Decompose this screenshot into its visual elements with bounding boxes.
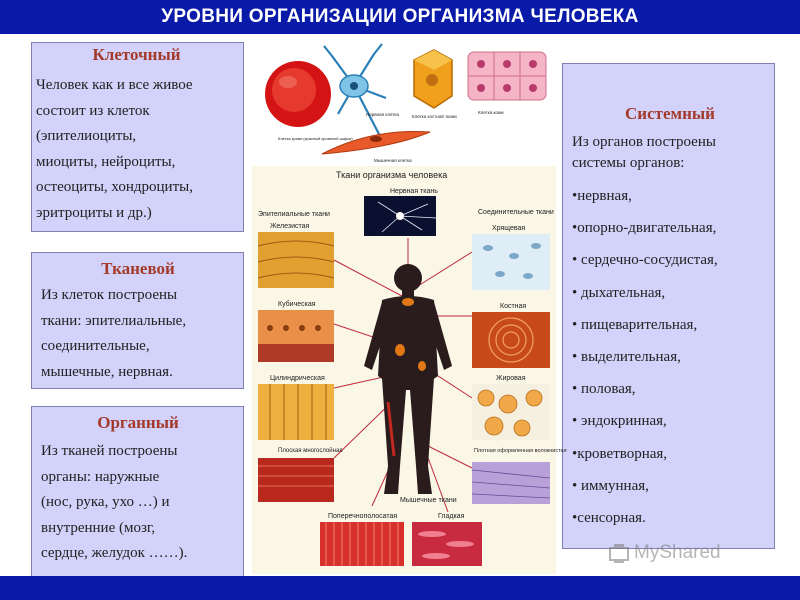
organ-level-line: сердце, желудок ……). (41, 545, 188, 561)
tissue-level-box (31, 252, 244, 389)
dense-tissue-label: Плотная оформленная волокнистая (474, 448, 567, 454)
tissue-level-line: соединительные, (41, 338, 150, 354)
epithelial-label: Эпителиальные ткани (258, 211, 330, 218)
cell-level-box (31, 42, 244, 232)
system-item: • выделительная, (572, 349, 681, 366)
tissue-level-line: Из клеток построены (41, 287, 178, 303)
bottom-bar (0, 576, 800, 600)
tissue-level-line: ткани: эпителиальные, (41, 312, 187, 329)
muscle-tissue-label: Мышечные ткани (400, 497, 457, 504)
blood-cell-image (265, 61, 331, 127)
system-level-heading: Системный (625, 104, 715, 123)
nerve-cell-caption: Нервная клетка (366, 112, 399, 117)
skin-cells-image (468, 52, 546, 100)
system-intro-line: системы органов: (572, 155, 685, 171)
bone-cell-image (414, 50, 452, 108)
bone-tissue-image (472, 312, 550, 368)
organ-level-line: Из тканей построены (41, 443, 178, 459)
connective-label: Соединительные ткани (478, 209, 554, 216)
cubic-label: Кубическая (278, 301, 316, 308)
flat-tissue-image (258, 458, 334, 502)
nerve-cell-nucleus (350, 82, 358, 90)
muscle-cell-caption: Мышечная клетка (374, 158, 412, 163)
cylindrical-label: Цилиндрическая (270, 375, 325, 382)
page-title: УРОВНИ ОРГАНИЗАЦИИ ОРГАНИЗМА ЧЕЛОВЕКА (161, 6, 639, 27)
organ-level-line: органы: наружные (41, 468, 160, 485)
system-level-intro (572, 132, 768, 174)
smooth-label: Гладкая (438, 513, 465, 520)
watermark (608, 540, 721, 566)
cell-level-line: остеоциты, хондроциты, (36, 179, 193, 195)
tissue-level-heading: Тканевой (101, 259, 175, 278)
system-item: •кроветворная, (572, 445, 668, 462)
bone-tissue-label: Костная (500, 303, 527, 310)
cell-level-line: Человек как и все живое (36, 77, 193, 93)
glandular-label: Железистая (270, 223, 310, 230)
nerve-tissue-label: Нервная ткань (390, 188, 438, 195)
system-item: • половая, (572, 381, 636, 398)
cell-level-line: миоциты, нейроциты, (36, 153, 176, 170)
nerve-tissue-neuron (396, 212, 404, 220)
cubic-base (258, 344, 334, 362)
organ-level-heading: Органный (97, 413, 179, 432)
bone-cell-caption: Клетка костной ткани (412, 114, 457, 119)
system-item: •опорно-двигательная, (572, 220, 717, 237)
cell-level-line: эритроциты и др.) (36, 204, 152, 221)
system-item: •сенсорная. (572, 510, 646, 527)
cartilage-label: Хрящевая (492, 225, 526, 232)
flat-label: Плоская многослойная (278, 448, 343, 454)
watermark-logo-icon (608, 542, 630, 564)
striated-label: Поперечнополосатая (328, 513, 398, 520)
skin-cells-caption: Клетка кожи (478, 110, 504, 115)
cell-level-line: состоит из клеток (36, 102, 150, 119)
system-item: • дыхательная, (572, 284, 666, 301)
title-bar (0, 0, 800, 34)
organ-level-line: (нос, рука, ухо …) и (41, 494, 170, 510)
tissue-level-line: мышечные, нервная. (41, 363, 173, 380)
organ-level-line: внутренние (мозг, (41, 519, 156, 536)
system-intro-line: Из органов построены (572, 134, 716, 150)
fat-tissue-label: Жировая (496, 375, 526, 382)
system-item: • иммунная, (572, 477, 649, 494)
cell-level-line: (эпителиоциты, (36, 128, 137, 144)
tissues-illustration (252, 166, 567, 574)
glandular-tissue-image (258, 232, 334, 288)
system-list (572, 180, 768, 534)
muscle-cell-image (322, 131, 430, 154)
system-item: • пищеварительная, (572, 316, 698, 333)
system-level-box (562, 63, 775, 549)
striated-tissue-image (320, 522, 404, 566)
system-item: • сердечно-сосудистая, (572, 252, 718, 269)
tissues-title: Ткани организма человека (336, 170, 448, 180)
cartilage-tissue-image (472, 234, 550, 290)
cell-level-heading: Клеточный (92, 45, 181, 64)
cells-illustration (262, 36, 552, 166)
blood-cell-caption: Клетка крови (красный кровяной шарик) (278, 136, 353, 141)
organ-level-box (31, 406, 244, 577)
system-item: •нервная, (572, 188, 632, 204)
watermark-text: MyShared (634, 542, 721, 563)
system-item: • эндокринная, (572, 413, 667, 430)
cylindrical-tissue-image (258, 384, 334, 440)
